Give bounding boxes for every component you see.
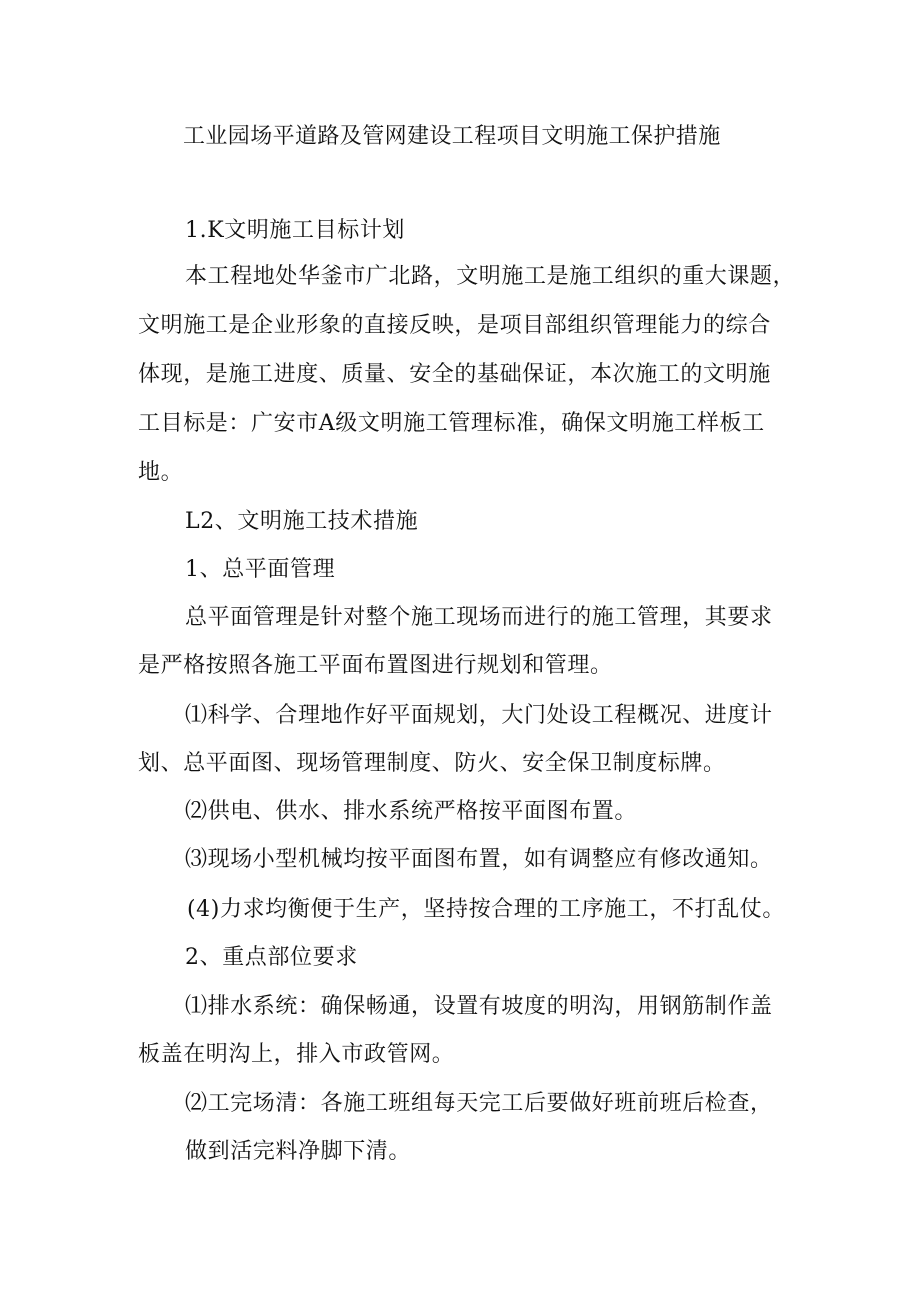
section-heading: L2、文明施工技术措施 (185, 509, 419, 534)
paragraph-line: 是严格按照各施工平面布置图进行规划和管理。 (138, 653, 613, 678)
list-item-line: 板盖在明沟上，排入市政管网。 (138, 1042, 455, 1067)
paragraph-line: 地。 (138, 460, 184, 485)
paragraph-line: 工目标是：广安市A级文明施工管理标准，确保文明施工样板工 (138, 411, 765, 436)
list-item-line: ⑶现场小型机械均按平面图布置，如有调整应有修改通知。 (185, 847, 773, 872)
section-heading: 1.K文明施工目标计划 (185, 218, 406, 243)
document-title: 工业园场平道路及管网建设工程项目文明施工保护措施 (183, 124, 721, 149)
paragraph-line: 体现，是施工进度、质量、安全的基础保证，本次施工的文明施 (138, 362, 771, 387)
subsection-heading: 2、重点部位要求 (185, 945, 358, 970)
list-item-line: ⑵供电、供水、排水系统严格按平面图布置。 (185, 799, 638, 824)
list-item-line: 做到活完料净脚下清。 (185, 1139, 412, 1164)
list-item-line: ⑴排水系统：确保畅通，设置有坡度的明沟，用钢筋制作盖 (185, 994, 773, 1019)
list-item-line: ⑵工完场清：各施工班组每天完工后要做好班前班后检查， (185, 1091, 773, 1116)
list-item-line: (4)力求均衡便于生产，坚持按合理的工序施工，不打乱仗。 (187, 897, 785, 922)
list-item-line: 划、总平面图、现场管理制度、防火、安全保卫制度标牌。 (138, 751, 726, 776)
list-item-line: ⑴科学、合理地作好平面规划，大门处设工程概况、进度计 (185, 703, 773, 728)
subsection-heading: 1、总平面管理 (185, 557, 336, 582)
paragraph-line: 文明施工是企业形象的直接反映，是项目部组织管理能力的综合 (138, 313, 771, 338)
paragraph-line: 本工程地处华釜市广北路，文明施工是施工组织的重大课题， (185, 264, 796, 289)
paragraph-line: 总平面管理是针对整个施工现场而进行的施工管理，其要求 (185, 605, 773, 630)
